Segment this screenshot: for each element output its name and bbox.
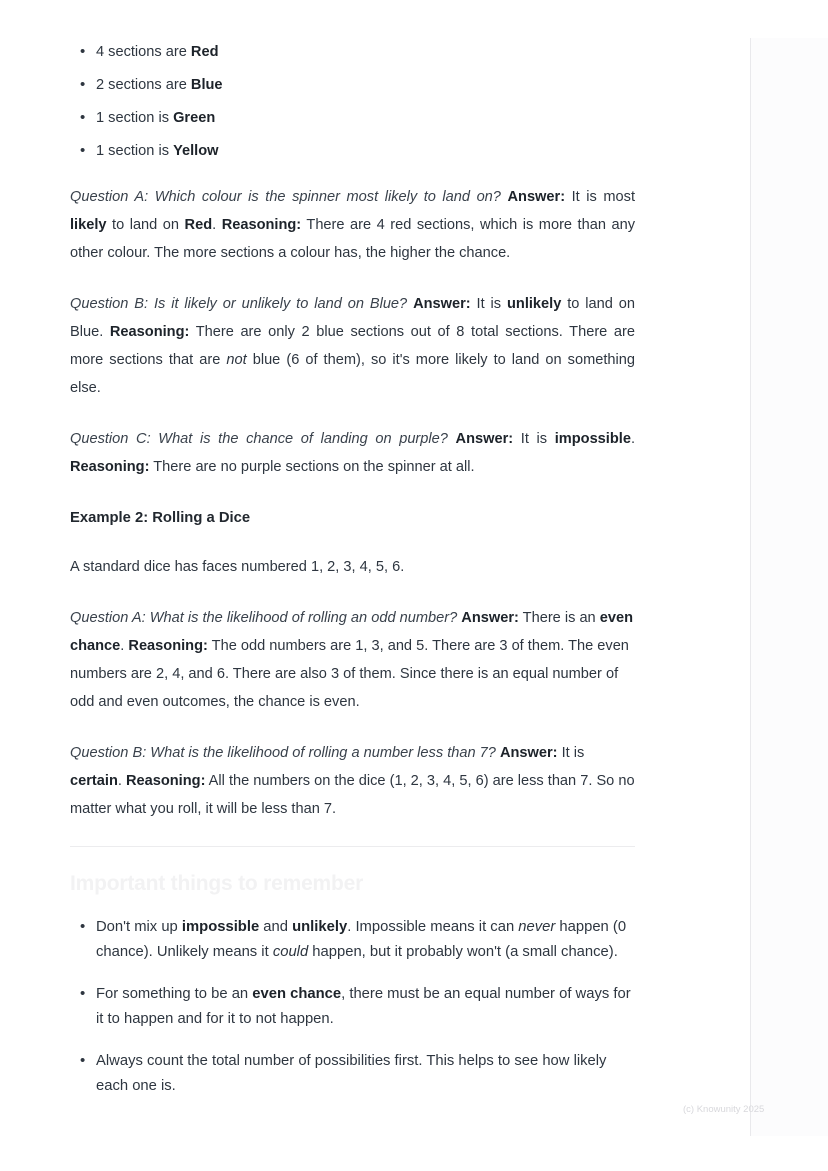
remember-list [70, 915, 635, 1098]
reasoning-label: Reasoning: [221, 217, 302, 233]
answer-text-1: It is [470, 296, 507, 312]
dice-question-a-prompt: Question A: What is the likelihood of rolling an odd number? [70, 610, 458, 626]
reasoning-text: The odd numbers are 1, 3, and 5. There are 3 of them. The even numbers are 2, 4, and 6. There are also 3 of them. Since there is an equal number of odd and even outcomes, the chance is even. [70, 638, 629, 710]
spinner-question-c-paragraph [70, 425, 635, 481]
answer-label: Answer: [499, 745, 558, 761]
dice-question-b-paragraph [70, 739, 635, 823]
dice-question-a-paragraph [70, 604, 635, 716]
remember-b1-text-2: and [259, 919, 293, 935]
reasoning-text: There are no purple sections on the spinner at all. [149, 459, 475, 475]
answer-label: Answer: [455, 431, 514, 447]
answer-text-2: . [120, 638, 129, 654]
list-item [70, 915, 635, 964]
spinner-item-2-text: 1 section is [96, 110, 174, 126]
remember-b1-bold-2: unlikely [292, 919, 348, 935]
answer-text-2: to land on [106, 217, 185, 233]
remember-b1-text-1: Don't mix up [96, 919, 182, 935]
example-2-heading: Example 2: Rolling a Dice [70, 510, 251, 526]
example-2-intro-paragraph: A standard dice has faces numbered 1, 2, 3, 4, 5, 6. [70, 559, 405, 575]
answer-emphasis-2: Red [184, 217, 213, 233]
spinner-item-3-colour: Yellow [173, 143, 219, 159]
remember-b1-text-3: . Impossible means it can [347, 919, 519, 935]
copyright-watermark: (c) Knowunity 2025 [683, 1104, 765, 1115]
reasoning-label: Reasoning: [125, 773, 206, 789]
reasoning-text-1: There are only 2 blue sections out of 8 total sections. There are more sections that are [70, 324, 635, 368]
reasoning-label: Reasoning: [70, 459, 150, 475]
spinner-item-0-colour: Red [190, 44, 219, 60]
list-item [70, 139, 635, 163]
spinner-question-a-prompt: Question A: Which colour is the spinner most likely to land on? [70, 189, 501, 205]
spinner-question-b-paragraph [70, 290, 635, 402]
important-things-heading: Important things to remember [70, 872, 364, 895]
remember-b3-text-1: Always count the total number of possibilities first. This helps to see how likely each one is. [96, 1053, 607, 1094]
reasoning-label: Reasoning: [128, 638, 208, 654]
right-panel-edge [751, 38, 828, 1136]
answer-emphasis-1: unlikely [506, 296, 562, 312]
list-item [70, 982, 635, 1031]
remember-b1-italic-2: could [272, 943, 309, 960]
list-item [70, 73, 635, 97]
answer-text-2: . [630, 431, 635, 447]
remember-b1-italic-1: never [518, 919, 556, 935]
page-right-rule [750, 38, 751, 1136]
list-item [70, 106, 635, 130]
answer-emphasis-1: impossible [554, 431, 631, 447]
answer-text-1: It is most [565, 189, 635, 205]
section-divider [70, 846, 635, 847]
spinner-question-c-prompt: Question C: What is the chance of landing on purple? [70, 431, 448, 447]
answer-text-1: There is an [518, 610, 600, 626]
document-content [70, 0, 635, 1116]
remember-b1-text-5: happen, but it probably won't (a small chance). [308, 943, 618, 960]
spinner-sections-list [70, 40, 635, 163]
answer-text-2: . [117, 773, 126, 789]
answer-text-3: . [212, 217, 222, 233]
answer-emphasis-1: likely [70, 217, 107, 233]
spinner-item-1-text: 2 sections are [96, 77, 191, 93]
answer-text-2: to land on Blue. [70, 296, 635, 340]
list-item [70, 1049, 635, 1098]
answer-label: Answer: [413, 296, 471, 312]
spinner-item-0-text: 4 sections are [96, 44, 191, 60]
remember-b1-bold-1: impossible [181, 919, 260, 935]
answer-emphasis-1: certain [70, 773, 118, 789]
remember-b2-bold-1: even chance [252, 986, 342, 1002]
spinner-item-1-colour: Blue [190, 77, 223, 93]
answer-label: Answer: [507, 189, 566, 205]
spinner-item-3-text: 1 section is [96, 143, 174, 159]
reasoning-text-2: blue (6 of them), so it's more likely to land on something else. [70, 352, 635, 396]
reasoning-emphasis: not [226, 352, 247, 368]
answer-emphasis-1: even chance [70, 610, 633, 654]
answer-text-1: It is [513, 431, 555, 447]
remember-b1-text-4: happen (0 chance). Unlikely means it [96, 919, 627, 960]
reasoning-text: All the numbers on the dice (1, 2, 3, 4, 5, 6) are less than 7. So no matter what you roll, it will be less than 7. [70, 773, 635, 817]
list-item [70, 40, 635, 64]
answer-label: Answer: [461, 610, 519, 626]
reasoning-text: There are 4 red sections, which is more than any other colour. The more sections a colour has, the higher the chance. [70, 217, 635, 261]
spinner-item-2-colour: Green [173, 110, 216, 126]
remember-b2-text-1: For something to be an [96, 986, 253, 1002]
spinner-question-b-prompt: Question B: Is it likely or unlikely to land on Blue? [70, 296, 408, 312]
answer-text-1: It is [557, 745, 585, 761]
remember-b2-text-2: , there must be an equal number of ways for it to happen and for it to not happen. [96, 986, 631, 1027]
spinner-question-a-paragraph [70, 183, 635, 267]
dice-question-b-prompt: Question B: What is the likelihood of rolling a number less than 7? [70, 745, 496, 761]
reasoning-label: Reasoning: [109, 324, 190, 340]
